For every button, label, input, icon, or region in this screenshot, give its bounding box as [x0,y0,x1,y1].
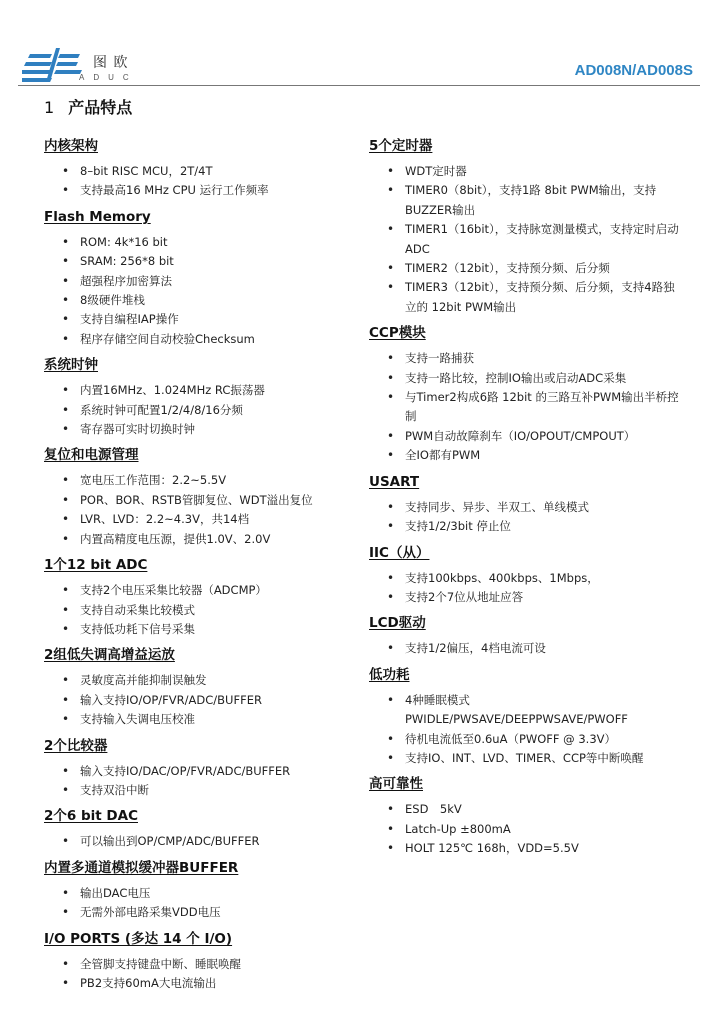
feature-item: • 支持1/2/3bit 停止位 [369,517,679,536]
feature-item: • HOLT 125℃ 168h，VDD=5.5V [369,839,679,858]
feature-section [369,543,679,608]
feature-item: • TIMER3（12bit），支持预分频、后分频，支持4路独立的 12bit PWM输出 [369,278,679,317]
page-header [0,0,718,92]
feature-item: • TIMER0（8bit），支持1路 8bit PWM输出，支持BUZZER输出 [369,181,679,220]
right-feature-column [369,136,679,865]
section-title: 1个12 bit ADC [44,557,148,574]
feature-section [44,445,344,549]
feature-list [44,162,344,201]
feature-list [369,498,679,537]
feature-item: • 待机电流低至0.6uA（PWOFF @ 3.3V） [369,730,679,749]
section-title: LCD驱动 [369,615,426,632]
section-title: 2个6 bit DAC [44,808,138,825]
section-title: 2个比较器 [44,737,108,754]
feature-item: • 全IO都有PWM [369,446,679,465]
aduc-logo-icon [22,48,82,84]
feature-item: • 支持自编程IAP操作 [44,310,344,329]
feature-list [44,381,344,439]
feature-list [369,349,679,465]
feature-item: • 宽电压工作范围：2.2~5.5V [44,471,344,490]
feature-list [44,471,344,549]
feature-item: • 支持100kbps、400kbps、1Mbps， [369,569,679,588]
feature-item: • 支持自动采集比较模式 [44,601,344,620]
feature-item: • 支持双沿中断 [44,781,344,800]
feature-item: • 支持低功耗下信号采集 [44,620,344,639]
feature-item: • SRAM: 256*8 bit [44,252,344,271]
feature-item: • ESD 5kV [369,800,679,819]
section-title: Flash Memory [44,208,151,225]
feature-list [369,162,679,317]
feature-list [369,800,679,858]
section-title: I/O PORTS (多达 14 个 I/O) [44,930,233,947]
section-title: 复位和电源管理 [44,447,139,464]
feature-item: • POR、BOR、RSTB管脚复位、WDT溢出复位 [44,491,344,510]
feature-section [369,323,679,465]
logo-chinese-text: 图 欧 [93,55,129,71]
header-divider [18,85,700,86]
feature-list [44,955,344,994]
feature-item: • 寄存器可实时切换时钟 [44,420,344,439]
feature-item: • 支持输入失调电压校准 [44,710,344,729]
feature-item: • 支持IO、INT、LVD、TIMER、CCP等中断唤醒 [369,749,679,768]
feature-section [44,858,344,923]
feature-item: • LVR、LVD：2.2~4.3V，共14档 [44,510,344,529]
feature-section [44,355,344,439]
feature-item: • Latch-Up ±800mA [369,820,679,839]
chapter-title: 产品特点 [68,98,133,117]
feature-section [369,774,679,858]
feature-item: • 全管脚支持键盘中断、睡眠唤醒 [44,955,344,974]
feature-item: • 支持一路比较，控制IO输出或启动ADC采集 [369,369,679,388]
feature-item: • 内置16MHz、1.024MHz RC振荡器 [44,381,344,400]
section-title: IIC（从） [369,544,430,561]
feature-item: • 支持最高16 MHz CPU 运行工作频率 [44,181,344,200]
feature-list [44,832,344,851]
section-title: 低功耗 [369,666,410,683]
chapter-heading [44,95,132,118]
section-title: 系统时钟 [44,357,98,374]
section-title: 内置多通道模拟缓冲器BUFFER [44,859,239,876]
feature-item: • 输入支持IO/OP/FVR/ADC/BUFFER [44,691,344,710]
feature-list [44,233,344,349]
feature-item: • 无需外部电路采集VDD电压 [44,903,344,922]
feature-section [369,136,679,317]
model-number: AD008N/AD008S [574,62,693,79]
feature-item: • 支持一路捕获 [369,349,679,368]
logo-english-text: ADUC [79,73,138,82]
feature-section [44,929,344,994]
section-title: 高可靠性 [369,776,423,793]
feature-section [44,806,344,851]
feature-item: • 程序存储空间自动校验Checksum [44,330,344,349]
feature-item: • 内置高精度电压源，提供1.0V、2.0V [44,530,344,549]
feature-section [44,136,344,201]
feature-section [369,613,679,658]
feature-item: • 输入支持IO/DAC/OP/FVR/ADC/BUFFER [44,762,344,781]
feature-item: • WDT定时器 [369,162,679,181]
feature-item: • 4种睡眠模式 PWIDLE/PWSAVE/DEEPPWSAVE/PWOFF [369,691,679,730]
feature-item: • TIMER2（12bit），支持预分频、后分频 [369,259,679,278]
feature-list [44,762,344,801]
feature-item: • 支持2个电压采集比较器（ADCMP） [44,581,344,600]
feature-item: • 输出DAC电压 [44,884,344,903]
section-title: 5个定时器 [369,138,433,154]
feature-list [44,884,344,923]
feature-item: • 灵敏度高并能抑制误触发 [44,671,344,690]
section-title: CCP模块 [369,325,426,342]
feature-item: • 系统时钟可配置1/2/4/8/16分频 [44,401,344,420]
feature-list [44,671,344,729]
feature-section [44,736,344,801]
feature-item: • 支持2个7位从地址应答 [369,588,679,607]
feature-section [369,665,679,769]
feature-list [369,569,679,608]
feature-item: • PWM自动故障刹车（IO/OPOUT/CMPOUT） [369,427,679,446]
section-title: 内核架构 [44,138,98,154]
feature-item: • 支持1/2偏压，4档电流可设 [369,639,679,658]
feature-item: • ROM: 4k*16 bit [44,233,344,252]
feature-section [369,472,679,537]
feature-section [44,207,344,349]
feature-list [369,639,679,658]
feature-item: • 8–bit RISC MCU，2T/4T [44,162,344,181]
feature-item: • 可以输出到OP/CMP/ADC/BUFFER [44,832,344,851]
feature-item: • 8级硬件堆栈 [44,291,344,310]
section-title: USART [369,473,420,490]
left-feature-column [44,136,344,999]
feature-item: • 与Timer2构成6路 12bit 的三路互补PWM输出半桥控制 [369,388,679,427]
feature-section [44,645,344,729]
feature-item: • 超强程序加密算法 [44,272,344,291]
feature-section [44,555,344,639]
chapter-number: 1 [44,98,55,117]
section-title: 2组低失调高增益运放 [44,647,175,664]
feature-item: • TIMER1（16bit），支持脉宽测量模式，支持定时启动ADC [369,220,679,259]
feature-list [44,581,344,639]
feature-item: • PB2支持60mA大电流输出 [44,974,344,993]
feature-item: • 支持同步、异步、半双工、单线模式 [369,498,679,517]
feature-list [369,691,679,769]
